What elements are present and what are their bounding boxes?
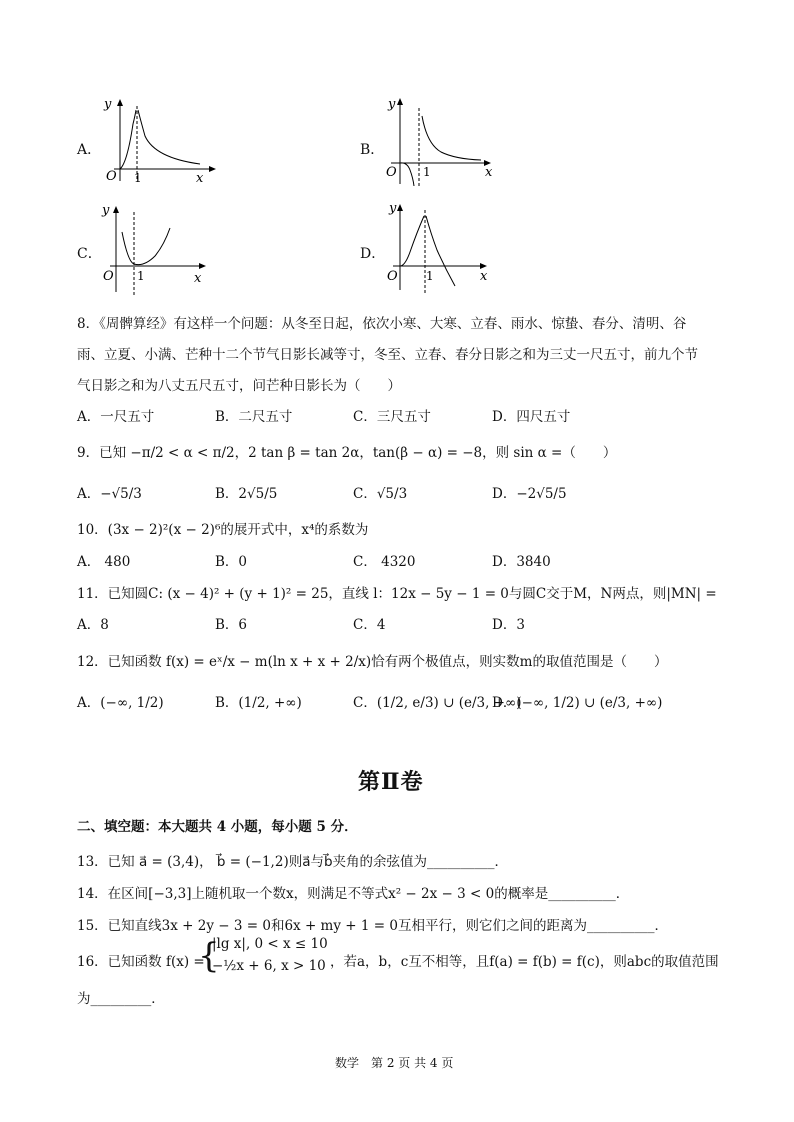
- section-heading: 二、填空题：本大题共 4 小题，每小题 5 分．: [77, 819, 358, 835]
- graph-b-o: O: [386, 165, 397, 180]
- graph-a-one: 1: [134, 171, 142, 185]
- graph-d-o: O: [387, 269, 398, 284]
- graph-d-y: y: [389, 201, 397, 216]
- q12-option-d: D．(−∞, 1/2) ∪ (e/3, +∞): [492, 695, 663, 711]
- graph-a-label: A．: [77, 142, 102, 158]
- q8-line3: 气日影之和为八丈五尺五寸，问芒种日影长为（ ）: [77, 378, 401, 394]
- q14: 14．在区间[−3,3]上随机取一个数x，则满足不等式x² − 2x − 3 < 0的概率是__________．: [77, 886, 630, 902]
- q8-option-b: B．二尺五寸: [215, 409, 293, 425]
- graph-a-y: y: [104, 97, 112, 112]
- q9-option-a: A．−√5/3: [77, 486, 142, 502]
- q8-option-c: C．三尺五寸: [353, 409, 431, 425]
- graph-c-label: C．: [77, 246, 102, 262]
- graph-c-x: x: [194, 271, 202, 286]
- q13: 13．已知 a⃗ = (3,4)， b⃗ = (−1,2)则a⃗与b⃗夹角的余弦值为__________．: [77, 854, 509, 870]
- q10-option-d: D．3840: [492, 554, 551, 570]
- graph-c-y: y: [102, 203, 110, 218]
- graph-d-x: x: [480, 269, 488, 284]
- q11-stem: 11．已知圆C: (x − 4)² + (y + 1)² = 25，直线 l：12x − 5y − 1 = 0与圆C交于M，N两点，则|MN| =: [77, 586, 717, 602]
- graph-a-x: x: [196, 171, 204, 186]
- graph-c: [100, 200, 220, 295]
- q10-stem: 10．(3x − 2)²(x − 2)⁶的展开式中，x⁴的系数为: [77, 522, 369, 538]
- graph-c-o: O: [103, 269, 114, 284]
- page-footer: 数学 第 2 页 共 4 页: [335, 1056, 454, 1070]
- q16-case1: |lg x|, 0 < x ≤ 10: [212, 936, 328, 952]
- q8-line1: 8．《周髀算经》有这样一个问题：从冬至日起，依次小寒、大寒、立春、雨水、惊蛰、春分、清明、谷: [77, 316, 687, 332]
- graph-d-label: D．: [360, 246, 386, 262]
- q12-option-c: C．(1/2, e/3) ∪ (e/3, +∞): [353, 695, 522, 711]
- q9-stem: 9．已知 −π/2 < α < π/2，2 tan β = tan 2α，tan(β − α) = −8，则 sin α =（ ）: [77, 445, 617, 461]
- graph-d: [383, 198, 498, 293]
- graph-b-label: B．: [360, 142, 385, 158]
- q16-suffix: ，若a，b，c互不相等，且f(a) = f(b) = f(c)，则abc的取值范围: [330, 954, 719, 970]
- q12-stem: 12．已知函数 f(x) = eˣ/x − m(ln x + x + 2/x)恰有两个极值点，则实数m的取值范围是（ ）: [77, 654, 668, 670]
- graph-a-o: O: [106, 169, 117, 184]
- q11-option-a: A．8: [77, 617, 109, 633]
- q11-option-b: B．6: [215, 617, 248, 633]
- q8-option-d: D．四尺五寸: [492, 409, 571, 425]
- q8-line2: 雨、立夏、小满、芒种十二个节气日影长减等寸，冬至、立春、春分日影之和为三丈一尺五寸，前九个节: [77, 347, 698, 363]
- q15: 15．已知直线3x + 2y − 3 = 0和6x + my + 1 = 0互相平行，则它们之间的距离为__________．: [77, 918, 668, 934]
- q16-case2: −½x + 6, x > 10: [212, 958, 326, 974]
- graph-b-one: 1: [423, 165, 431, 179]
- q10-option-c: C． 4320: [353, 554, 416, 570]
- q16-brace: {: [198, 936, 220, 976]
- q9-option-d: D．−2√5/5: [492, 486, 567, 502]
- graph-c-one: 1: [137, 269, 145, 283]
- graph-d-one: 1: [426, 269, 434, 283]
- q12-option-a: A．(−∞, 1/2): [77, 695, 164, 711]
- graph-b: [383, 94, 498, 189]
- graph-b-y: y: [388, 97, 396, 112]
- part-title: 第Ⅱ卷: [358, 769, 424, 795]
- q11-option-d: D．3: [492, 617, 525, 633]
- graph-a: [100, 96, 220, 186]
- q10-option-b: B．0: [215, 554, 248, 570]
- q9-option-c: C．√5/3: [353, 486, 408, 502]
- q16-line2: 为_________．: [77, 991, 165, 1007]
- q16-prefix: 16．已知函数 f(x) =: [77, 954, 205, 970]
- graph-b-x: x: [485, 165, 493, 180]
- q10-option-a: A． 480: [77, 554, 131, 570]
- q11-option-c: C．4: [353, 617, 386, 633]
- q9-option-b: B．2√5/5: [215, 486, 278, 502]
- q8-option-a: A．一尺五寸: [77, 409, 155, 425]
- q12-option-b: B．(1/2, +∞): [215, 695, 302, 711]
